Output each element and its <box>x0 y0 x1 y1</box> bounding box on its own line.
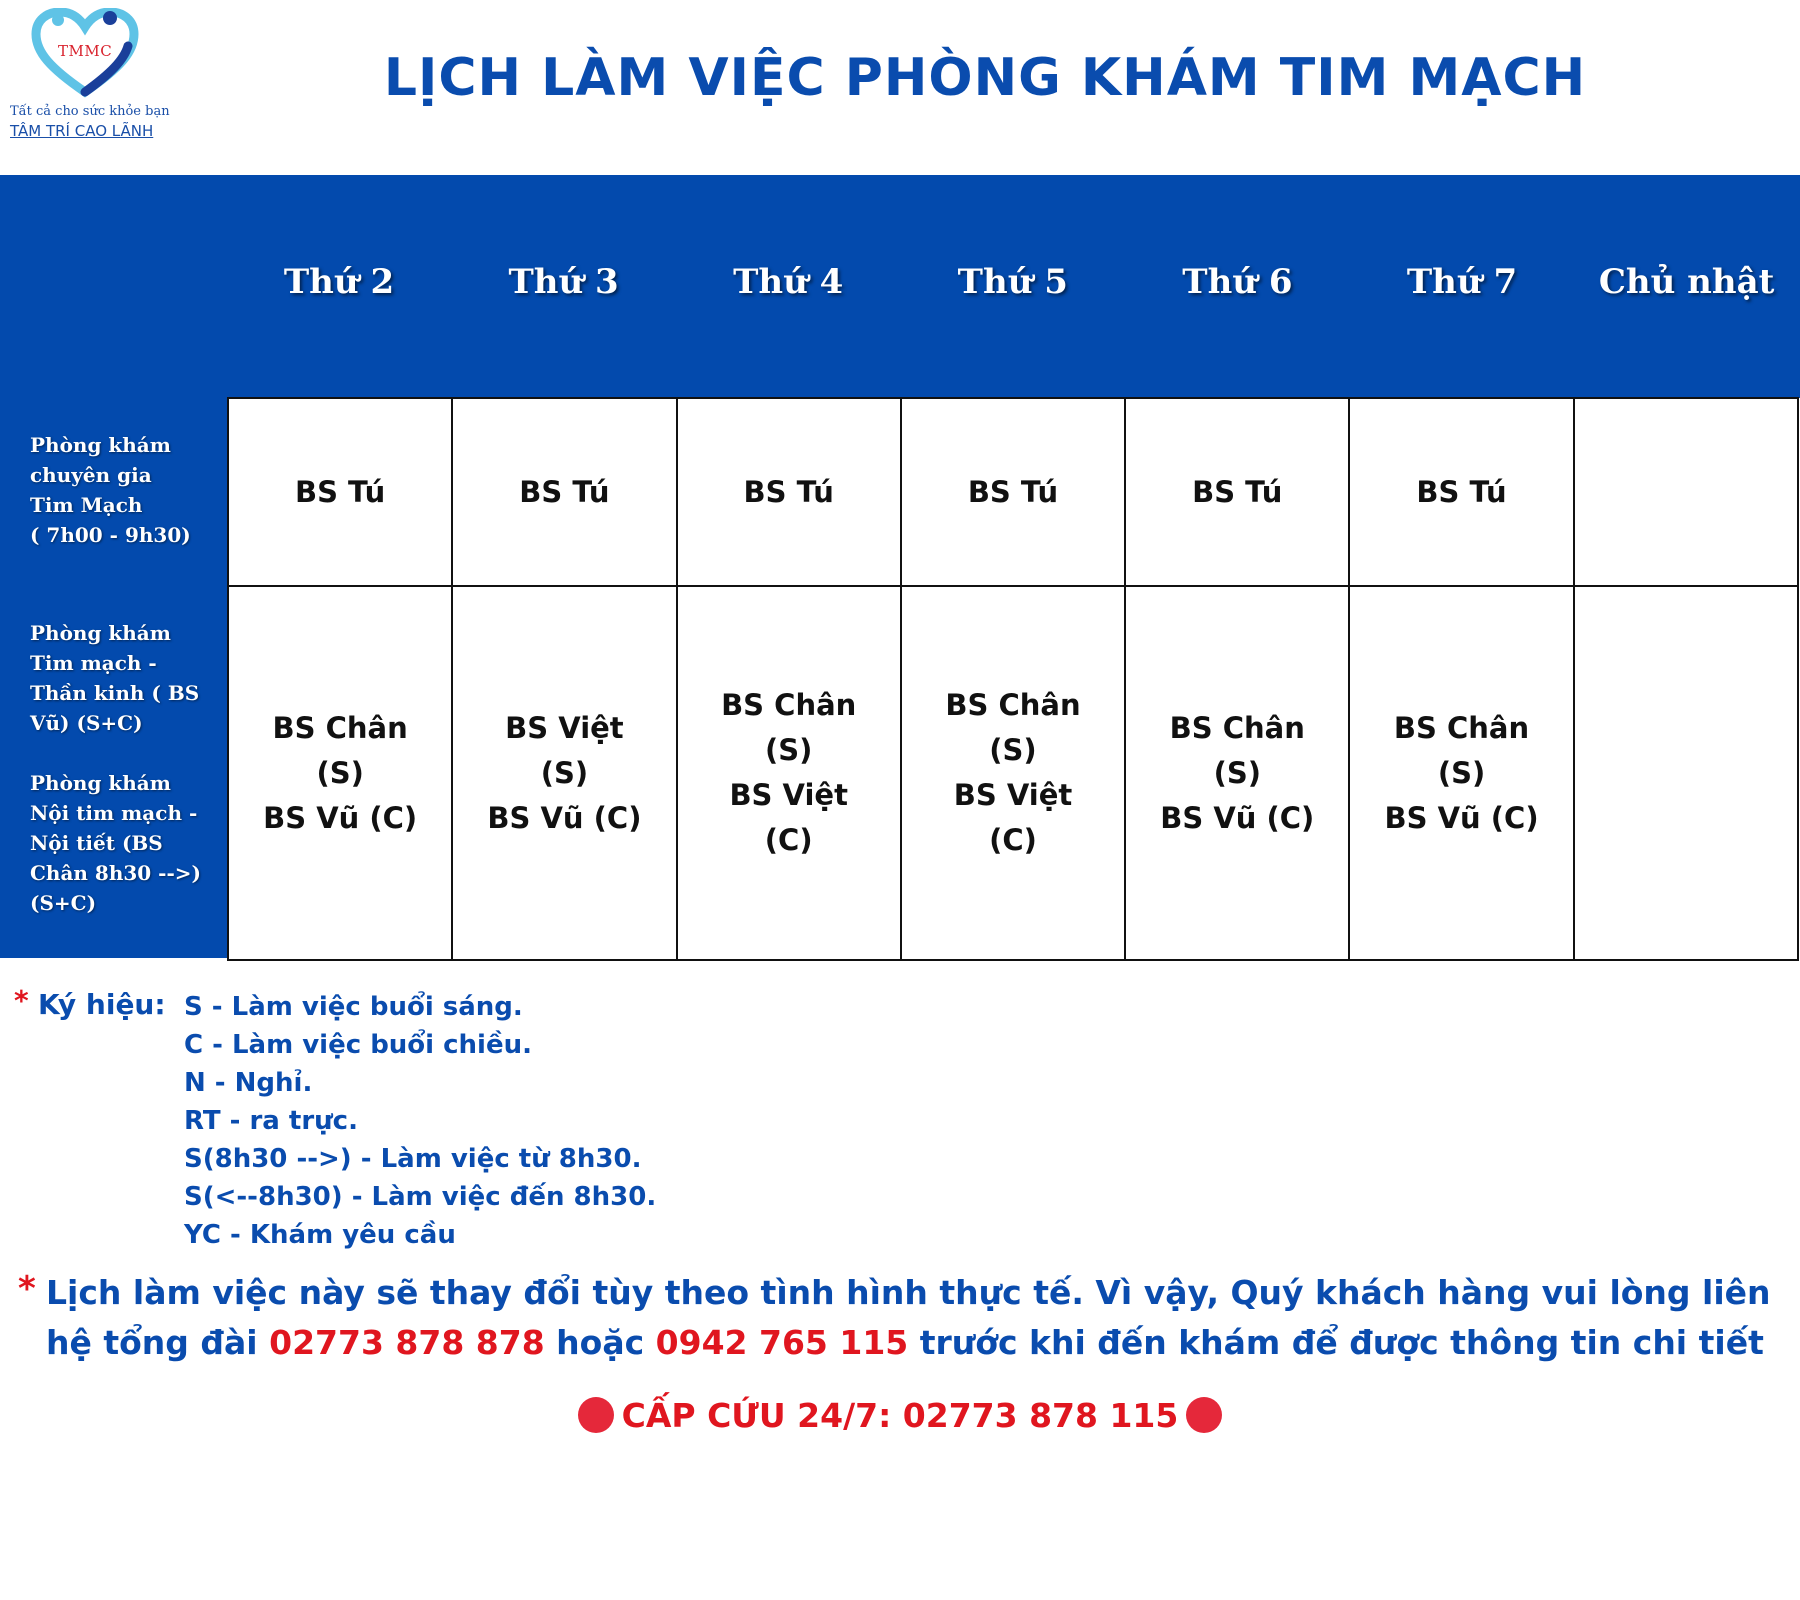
red-dot-icon <box>578 1397 614 1433</box>
doctor-assignment: BS Việt <box>729 778 848 812</box>
legend-star: * <box>14 984 29 1017</box>
schedule-cell <box>1125 398 1349 586</box>
doctor-assignment: BS Tú <box>294 474 386 509</box>
row-label-line: Tim Mạch <box>30 493 143 517</box>
legend-item: S - Làm việc buổi sáng. <box>184 992 523 1022</box>
doctor-assignment: BS Tú <box>1192 474 1283 509</box>
legend-items <box>184 988 656 1254</box>
mobile-phone[interactable]: 0942 765 115 <box>655 1323 909 1362</box>
row-label-line: Nội tim mạch - <box>30 801 198 825</box>
doctor-assignment: BS Tú <box>967 474 1059 509</box>
schedule-table <box>227 397 1799 961</box>
doctor-assignment: BS Chân <box>272 710 408 745</box>
row-label-line <box>30 738 220 768</box>
doctor-assignment: (C) <box>764 823 813 857</box>
note-star: * <box>18 1269 36 1309</box>
doctor-assignment: (C) <box>989 823 1037 857</box>
note-text: hệ tổng đài <box>46 1323 270 1362</box>
schedule-cell <box>1574 586 1798 960</box>
schedule-cell <box>452 398 676 586</box>
legend-item: RT - ra trực. <box>184 1106 358 1136</box>
doctor-assignment: (S) <box>765 733 813 767</box>
doctor-assignment: BS Vũ (C) <box>263 800 418 835</box>
row-label-line: chuyên gia <box>30 463 152 487</box>
day-header: Thứ 6 <box>1182 262 1293 302</box>
schedule-cell <box>677 398 901 586</box>
logo-tagline: Tất cả cho sức khỏe bạn <box>10 104 170 119</box>
doctor-assignment: (S) <box>540 755 589 790</box>
schedule-cell <box>1125 586 1349 960</box>
doctor-assignment: BS Chân <box>721 688 857 722</box>
doctor-assignment: (S) <box>989 733 1037 767</box>
logo-hospital-name: TÂM TRÍ CAO LÃNH <box>10 122 154 140</box>
note-line-2 <box>14 1318 1794 1368</box>
legend-item: S(8h30 -->) - Làm việc từ 8h30. <box>184 1144 642 1174</box>
schedule-cell <box>228 586 452 960</box>
emergency-line <box>0 1396 1800 1435</box>
schedule-cell <box>1349 398 1573 586</box>
row-label-line: ( 7h00 - 9h30) <box>30 523 191 547</box>
legend-item: YC - Khám yêu cầu <box>184 1220 456 1250</box>
doctor-assignment: BS Tú <box>743 474 834 509</box>
schedule-cell <box>452 586 676 960</box>
doctor-assignment: BS Tú <box>519 474 610 509</box>
emergency-text[interactable]: CẤP CỨU 24/7: 02773 878 115 <box>621 1396 1179 1435</box>
logo-brand: TMMC <box>58 42 113 60</box>
day-header: Thứ 3 <box>508 262 619 302</box>
row-label-line: Chân 8h30 -->) <box>30 861 201 885</box>
row-label-line: Phòng khám <box>30 621 171 645</box>
day-header: Thứ 2 <box>283 262 395 302</box>
note-line-1: Lịch làm việc này sẽ thay đổi tùy theo tình hình thực tế. Vì vậy, Quý khách hàng vui lòng liên <box>46 1273 1771 1312</box>
hospital-logo <box>10 8 180 148</box>
row-label-line: Vũ) (S+C) <box>30 711 143 735</box>
schedule-cell <box>901 398 1125 586</box>
schedule-note <box>14 1268 1794 1368</box>
row-label-line: Tim mạch - <box>30 651 157 675</box>
doctor-assignment: BS Vũ (C) <box>487 800 642 835</box>
doctor-assignment: BS Chân <box>1393 710 1530 745</box>
schedule-row <box>228 398 1798 586</box>
legend-item: S(<--8h30) - Làm việc đến 8h30. <box>184 1182 657 1212</box>
schedule-row <box>228 586 1798 960</box>
doctor-assignment: BS Việt <box>505 710 624 745</box>
day-header: Thứ 4 <box>733 262 844 302</box>
doctor-assignment: BS Tú <box>1416 474 1507 509</box>
legend-item: N - Nghỉ. <box>184 1068 313 1098</box>
doctor-assignment: BS Chân <box>945 688 1081 722</box>
red-dot-icon <box>1186 1397 1222 1433</box>
row-label-line: Thần kinh ( BS <box>30 681 200 705</box>
doctor-assignment: BS Chân <box>1169 710 1305 745</box>
day-header: Thứ 7 <box>1406 262 1518 302</box>
page-title: LỊCH LÀM VIỆC PHÒNG KHÁM TIM MẠCH <box>383 48 1587 108</box>
day-header: Chủ nhật <box>1598 262 1775 302</box>
doctor-assignment: BS Vũ (C) <box>1384 800 1539 835</box>
note-text: hoặc <box>544 1323 656 1362</box>
doctor-assignment: (S) <box>1213 755 1261 790</box>
schedule-cell <box>1574 398 1798 586</box>
schedule-cell <box>1349 586 1573 960</box>
note-text: trước khi đến khám để được thông tin chi tiết <box>908 1323 1764 1362</box>
doctor-assignment: (S) <box>316 755 364 790</box>
row-label-cardio-clinic <box>30 618 220 918</box>
row-label-line: Phòng khám <box>30 771 171 795</box>
hotline-phone[interactable]: 02773 878 878 <box>269 1323 545 1362</box>
schedule-cell <box>901 586 1125 960</box>
row-label-expert-clinic <box>30 430 220 550</box>
row-label-line: Phòng khám <box>30 433 171 457</box>
day-header: Thứ 5 <box>957 262 1068 302</box>
doctor-assignment: BS Việt <box>953 778 1073 812</box>
schedule-cell <box>228 398 452 586</box>
legend-item: C - Làm việc buổi chiều. <box>184 1030 532 1060</box>
schedule-cell <box>677 586 901 960</box>
row-label-line: Nội tiết (BS <box>30 831 163 855</box>
legend-label: Ký hiệu: <box>38 988 166 1021</box>
row-label-line: (S+C) <box>30 891 97 915</box>
doctor-assignment: BS Vũ (C) <box>1160 800 1315 835</box>
doctor-assignment: (S) <box>1437 755 1486 790</box>
